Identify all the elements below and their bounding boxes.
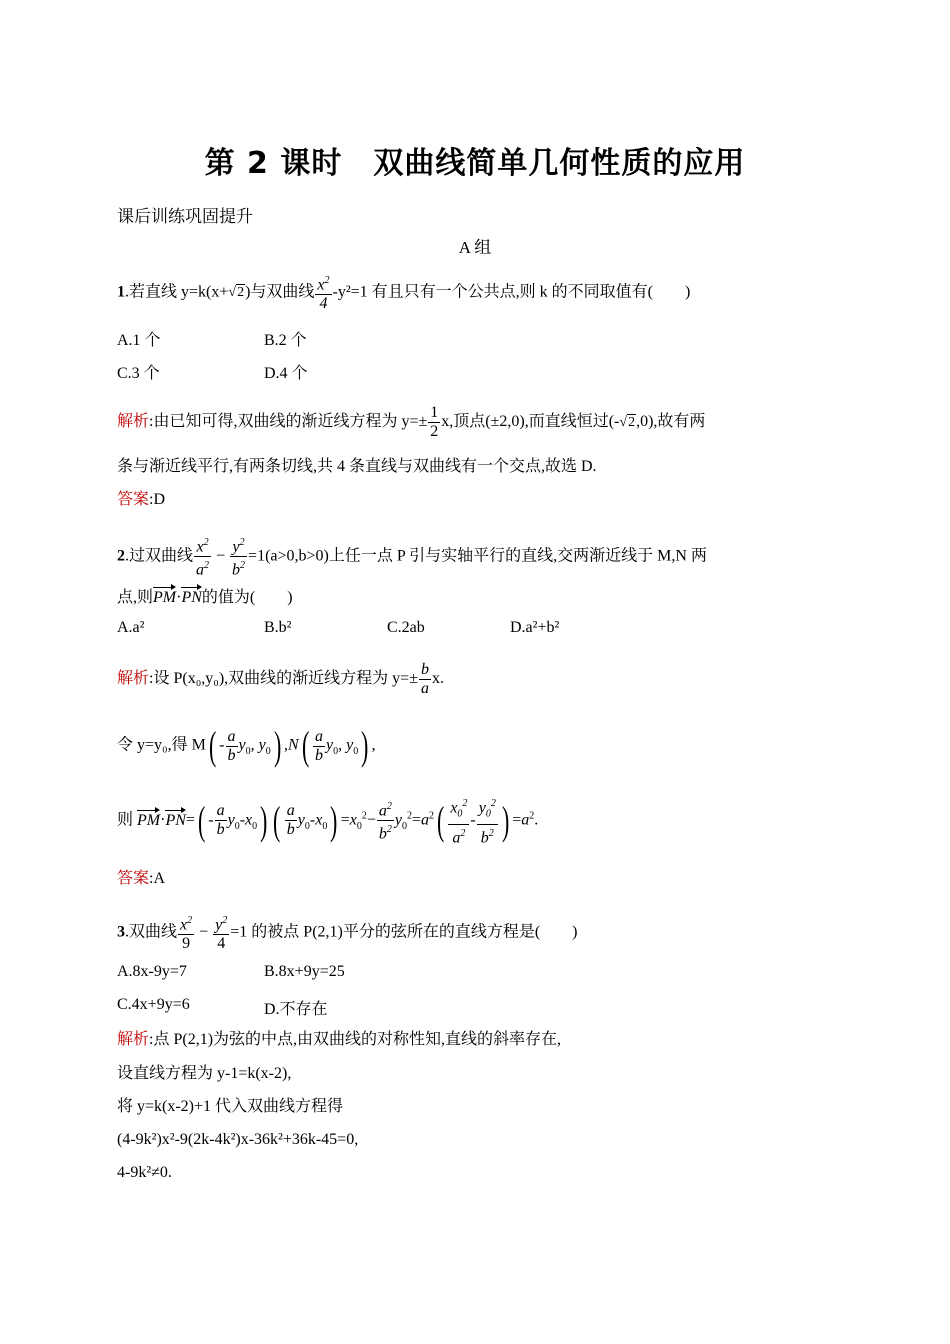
q1-analysis-line2: 条与渐近线平行,有两条切线,共 4 条直线与双曲线有一个交点,故选 D.: [117, 458, 597, 475]
q3-analysis-line1: 解析:点 P(2,1)为弦的中点,由双曲线的对称性知,直线的斜率存在,: [117, 1031, 562, 1048]
q1-option-d: D.4 个: [264, 365, 308, 382]
group-heading: A 组: [458, 238, 492, 257]
section-subtitle: 课后训练巩固提升: [117, 207, 253, 227]
q2-stem-line1: 2.过双曲线 $\frac{x^2}{a^2}$ − $\frac{y^2}{b^2}$ =1(a>0,b>0)上任一点 P 引与实轴平行的直线,交两渐近线于 M,N 两: [117, 534, 707, 580]
q1-answer: 答案:D: [117, 491, 166, 508]
page-title: 第 2 课时 双曲线简单几何性质的应用: [204, 146, 746, 181]
q2-analysis-line1: 解析:设 P(x₀,y₀),双曲线的渐近线方程为 y=± $\frac{b}{a}$ x.: [117, 661, 444, 697]
q2-stem-line2: 点,则PM·PN的值为( ): [117, 584, 293, 608]
q3-option-b: B.8x+9y=25: [264, 963, 345, 980]
sqrt2-symbol: √2: [228, 285, 245, 301]
q3-analysis-line2: 设直线方程为 y-1=k(x-2),: [117, 1065, 292, 1082]
q1-stem: 1.若直线 y=k(x+√2)与双曲线 $\frac{x^2}{4}$ -y²=1 有且只有一个公共点,则 k 的不同取值有( ): [117, 272, 690, 313]
q2-answer: 答案:A: [117, 870, 166, 887]
q2-option-d: D.a²+b²: [510, 619, 560, 636]
q2-option-b: B.b²: [264, 619, 292, 636]
q1-option-b: B.2 个: [264, 332, 307, 349]
q3-option-d: D.不存在: [264, 1001, 328, 1018]
q1-analysis-line1: 解析:由已知可得,双曲线的渐近线方程为 y=± $\frac{1}{2}$ x,顶点(±2,0),而直线恒过(-√2,0),故有两: [117, 404, 706, 440]
q1-option-a: A.1 个: [117, 332, 161, 349]
q3-option-a: A.8x-9y=7: [117, 963, 187, 980]
q3-stem: 3.双曲线 $\frac{x^2}{9}$ − $\frac{y^2}{4}$ =1 的被点 P(2,1)平分的弦所在的直线方程是( ): [117, 912, 578, 953]
q2-option-c: C.2ab: [387, 619, 425, 636]
q3-analysis-line4: (4-9k²)x²-9(2k-4k²)x-36k²+36k-45=0,: [117, 1131, 359, 1148]
q2-analysis-line2: 令 y=y₀,得 M( - $\frac{a}{b}$ $y_0$, $y_0$) ,N( $\frac{a}{b}$ $y_0$, $y_0$) ,: [117, 723, 376, 768]
q3-analysis-line5: 4-9k²≠0.: [117, 1164, 172, 1181]
q1-option-c: C.3 个: [117, 365, 160, 382]
q3-option-c: C.4x+9y=6: [117, 996, 190, 1013]
q3-analysis-line3: 将 y=k(x-2)+1 代入双曲线方程得: [117, 1098, 344, 1115]
q2-analysis-line3: 则 PM·PN=( - $\frac{a}{b}$ $y_0-x_0$) ( $\frac{a}{b}$ $y_0-x_0) =x_0^2-$ $\frac{a^2}{b^2}$ $y_0^2=a^2$( $\frac{x_0^2}{a^2}$ - $\frac{y_0^2}{b^2}$ ) $=a^2$.: [117, 795, 538, 847]
q2-option-a: A.a²: [117, 619, 145, 636]
